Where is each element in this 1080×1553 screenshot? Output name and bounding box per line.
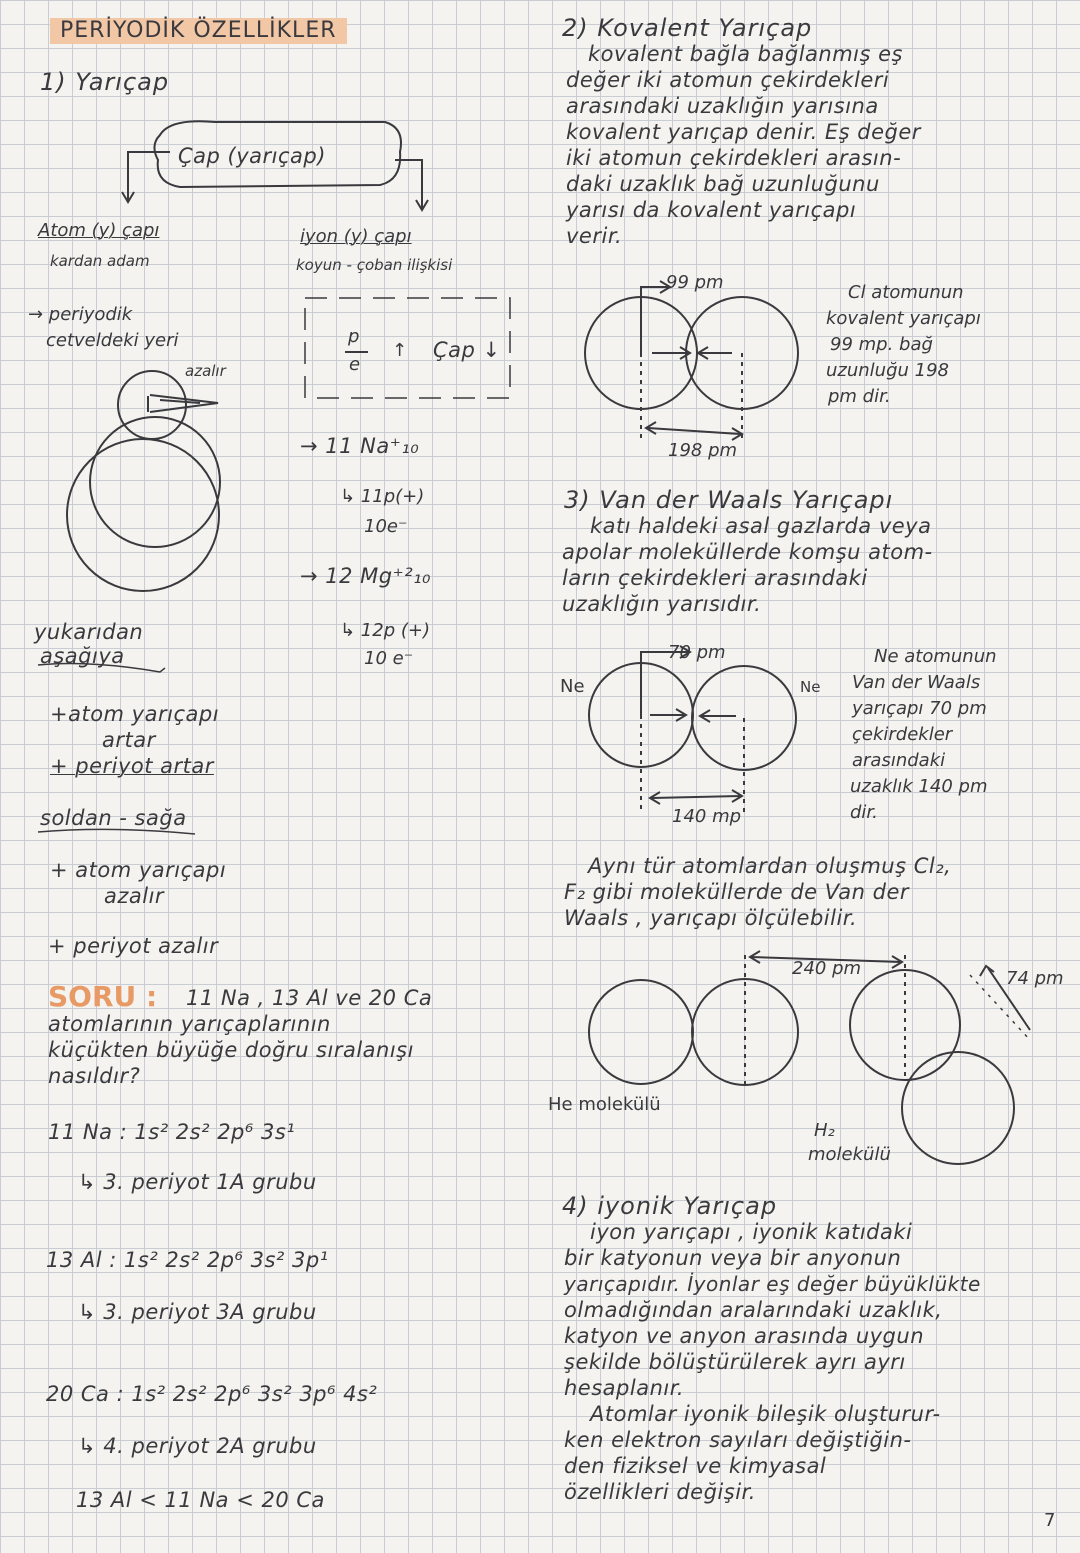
h2-sub-label: molekülü bbox=[808, 1144, 891, 1165]
vdw-line: uzaklığın yarısıdır. bbox=[562, 592, 762, 616]
ne-right-label: Ne bbox=[800, 678, 821, 696]
yukaridan: yukarıdan bbox=[34, 620, 144, 644]
cap-arrow-left bbox=[122, 152, 170, 202]
periyot-artar: + periyot artar bbox=[50, 754, 214, 778]
iyon-line: ken elektron sayıları değiştiğin- bbox=[564, 1428, 912, 1452]
soru-line-4: nasıldır? bbox=[48, 1064, 141, 1088]
asagiya: aşağıya bbox=[40, 644, 125, 668]
cap-label: Çap (yarıçap) bbox=[178, 144, 326, 168]
ne-note: yarıçapı 70 pm bbox=[852, 698, 987, 719]
cetvel-note: cetveldeki yeri bbox=[46, 330, 179, 351]
ne-note: arasındaki bbox=[852, 750, 946, 771]
pe-p: p bbox=[348, 326, 360, 347]
na-electrons: 10e⁻ bbox=[364, 516, 408, 537]
soru-label: SORU : bbox=[48, 980, 158, 1013]
pm99-label: 99 pm bbox=[666, 272, 724, 293]
he-atom-left bbox=[589, 980, 693, 1084]
iyon-line: bir katyonun veya bir anyonun bbox=[564, 1246, 902, 1270]
iyon-line: olmadığından aralarındaki uzaklık, bbox=[564, 1298, 943, 1322]
kov-line: iki atomun çekirdekleri arasın- bbox=[566, 146, 902, 170]
soru-line-2: atomlarının yarıçaplarının bbox=[48, 1012, 331, 1036]
section-2-heading: 2) Kovalent Yarıçap bbox=[562, 14, 813, 42]
pm198-label: 198 pm bbox=[668, 440, 738, 461]
mp140-label: 140 mp bbox=[672, 806, 742, 827]
artar: artar bbox=[102, 728, 156, 752]
iyon-line: Atomlar iyonik bileşik oluşturur- bbox=[590, 1402, 941, 1426]
cap-arrow-right bbox=[395, 160, 428, 210]
ne-note: uzaklık 140 pm bbox=[850, 776, 988, 797]
pm240-label: 240 pm bbox=[792, 958, 862, 979]
ion-diameter-sub: koyun - çoban ilişkisi bbox=[296, 256, 453, 274]
pe-up-arrow: ↑ bbox=[392, 340, 408, 361]
pm74-label: 74 pm bbox=[1006, 968, 1064, 989]
vdw-line: katı haldeki asal gazlarda veya bbox=[590, 514, 932, 538]
iyon-line: hesaplanır. bbox=[564, 1376, 685, 1400]
kov-line: daki uzaklık bağ uzunluğunu bbox=[566, 172, 880, 196]
h2-atom-bottom bbox=[902, 1052, 1014, 1164]
ayni-line: Waals , yarıçapı ölçülebilir. bbox=[564, 906, 858, 930]
iyon-line: den fiziksel ve kimyasal bbox=[564, 1454, 827, 1478]
h2-label: H₂ bbox=[814, 1120, 835, 1141]
ayni-line: Aynı tür atomlardan oluşmuş Cl₂, bbox=[588, 854, 952, 878]
cl-note: 99 mp. bağ bbox=[830, 334, 933, 355]
soru-answer: 13 Al < 11 Na < 20 Ca bbox=[76, 1488, 325, 1512]
ne-note: Van der Waals bbox=[852, 672, 981, 693]
iyon-line: şekilde bölüştürülerek ayrı ayrı bbox=[564, 1350, 906, 1374]
vdw-line: ların çekirdekleri arasındaki bbox=[562, 566, 868, 590]
ne-note: çekirdekler bbox=[852, 724, 953, 745]
atom-diameter-sub: kardan adam bbox=[50, 252, 150, 270]
iyon-line: iyon yarıçapı , iyonik katıdaki bbox=[590, 1220, 913, 1244]
page-title: PERİYODİK ÖZELLİKLER bbox=[50, 18, 347, 44]
azalir-arrow bbox=[148, 395, 218, 412]
atom-yaricapi-artar: +atom yarıçapı bbox=[50, 702, 220, 726]
soru-line-1: 11 Na , 13 Al ve 20 Ca bbox=[186, 986, 433, 1010]
iyon-line: yarıçapıdır. İyonlar eş değer büyüklükte bbox=[564, 1272, 981, 1296]
na-protons: ↳ 11p(+) bbox=[340, 486, 425, 507]
ne-left-label: Ne bbox=[560, 676, 585, 697]
periyodik-note: → periyodik bbox=[28, 304, 133, 325]
mg-electrons: 10 e⁻ bbox=[364, 648, 414, 669]
kov-line: değer iki atomun çekirdekleri bbox=[566, 68, 890, 92]
na-ion: → 11 Na⁺₁₀ bbox=[300, 434, 420, 458]
kov-line: kovalent bağla bağlanmış eş bbox=[588, 42, 903, 66]
ca-info: ↳ 4. periyot 2A grubu bbox=[78, 1434, 317, 1458]
soldan-saga: soldan - sağa bbox=[40, 806, 187, 830]
atom-yarisapi-azalir: + atom yarıçapı bbox=[50, 858, 227, 882]
iyon-line: katyon ve anyon arasında uygun bbox=[564, 1324, 925, 1348]
kov-line: yarısı da kovalent yarıçapı bbox=[566, 198, 857, 222]
kov-line: verir. bbox=[566, 224, 623, 248]
kov-line: kovalent yarıçap denir. Eş değer bbox=[566, 120, 921, 144]
cl-note: pm dir. bbox=[828, 386, 891, 407]
ca-config: 20 Ca : 1s² 2s² 2p⁶ 3s² 3p⁶ 4s² bbox=[46, 1382, 378, 1406]
he-molecule-label: He molekülü bbox=[548, 1094, 661, 1115]
section-1-heading: 1) Yarıçap bbox=[40, 68, 170, 96]
snowman-big bbox=[67, 439, 219, 591]
periyot-azalir: + periyot azalır bbox=[48, 934, 219, 958]
soru-line-3: küçükten büyüğe doğru sıralanışı bbox=[48, 1038, 414, 1062]
ion-diameter-label: iyon (y) çapı bbox=[300, 226, 412, 247]
section-3-heading: 3) Van der Waals Yarıçapı bbox=[564, 486, 894, 514]
cl-note: uzunluğu 198 bbox=[826, 360, 949, 381]
mg-protons: ↳ 12p (+) bbox=[340, 620, 430, 641]
ne-note: Ne atomunun bbox=[874, 646, 997, 667]
ayni-line: F₂ gibi moleküllerde de Van der bbox=[564, 880, 910, 904]
section-4-heading: 4) iyonik Yarıçap bbox=[562, 1192, 778, 1220]
ne-note: dir. bbox=[850, 802, 878, 823]
pe-e: e bbox=[349, 354, 361, 375]
cl-note: kovalent yarıçapı bbox=[826, 308, 981, 329]
cl-note: Cl atomunun bbox=[848, 282, 964, 303]
azalir: azalır bbox=[104, 884, 165, 908]
vdw-line: apolar moleküllerde komşu atom- bbox=[562, 540, 933, 564]
snowman-small bbox=[118, 371, 186, 439]
pm70-label: 70 pm bbox=[668, 642, 726, 663]
pe-cap: Çap ↓ bbox=[433, 338, 501, 362]
page-number: 7 bbox=[1044, 1510, 1056, 1531]
azalir-note: azalır bbox=[185, 362, 226, 380]
mg-ion: → 12 Mg⁺²₁₀ bbox=[300, 564, 431, 588]
na-info: ↳ 3. periyot 1A grubu bbox=[78, 1170, 317, 1194]
al-config: 13 Al : 1s² 2s² 2p⁶ 3s² 3p¹ bbox=[46, 1248, 329, 1272]
al-info: ↳ 3. periyot 3A grubu bbox=[78, 1300, 317, 1324]
na-config: 11 Na : 1s² 2s² 2p⁶ 3s¹ bbox=[48, 1120, 296, 1144]
atom-diameter-label: Atom (y) çapı bbox=[38, 220, 160, 241]
kov-line: arasındaki uzaklığın yarısına bbox=[566, 94, 879, 118]
iyon-line: özellikleri değişir. bbox=[564, 1480, 756, 1504]
snowman-mid bbox=[90, 417, 220, 547]
